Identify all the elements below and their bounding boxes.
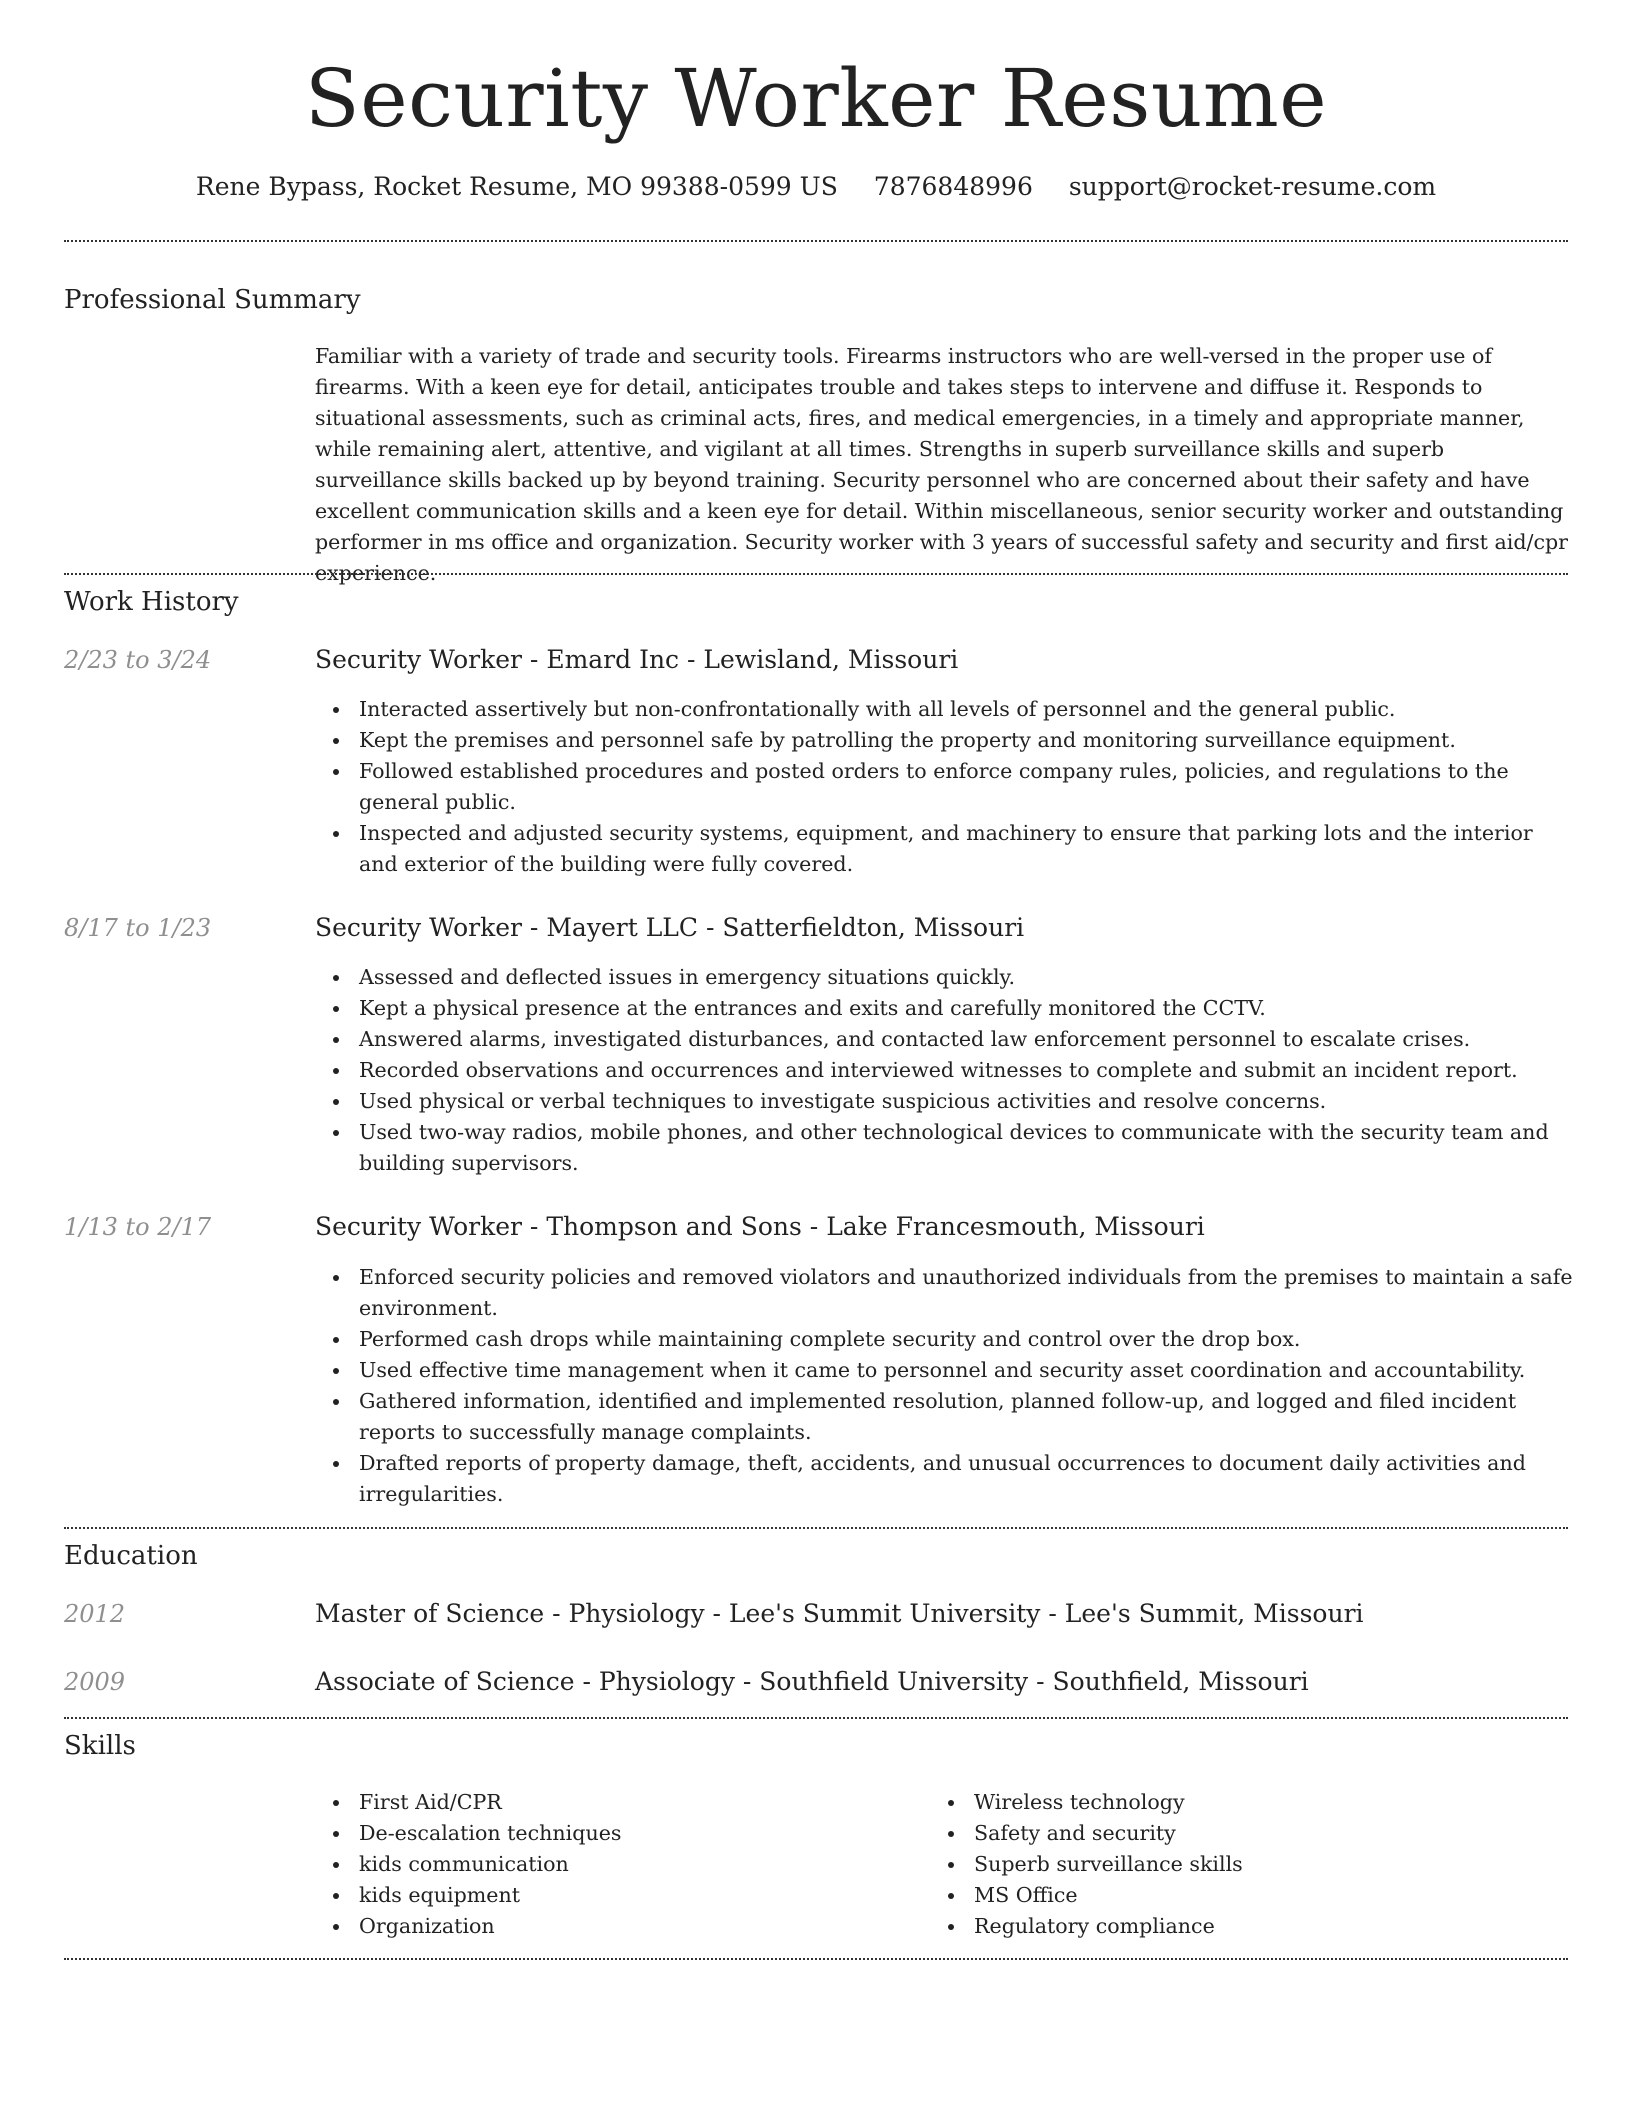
education-year: 2009 [64, 1668, 126, 1696]
contact-line [0, 168, 1632, 206]
list-item: Organization [359, 1911, 621, 1942]
section-divider [64, 573, 1568, 575]
list-item: Wireless technology [974, 1787, 1243, 1818]
skills-list-right [930, 1787, 1243, 1942]
summary-heading: Professional Summary [64, 285, 361, 315]
job-title: Security Worker - Emard Inc - Lewisland, Missouri [315, 645, 959, 674]
section-divider [64, 1958, 1568, 1960]
resume-title: Security Worker Resume [304, 52, 1328, 145]
list-item: kids communication [359, 1849, 621, 1880]
list-item: Performed cash drops while maintaining complete security and control over the drop box. [359, 1324, 1573, 1355]
list-item: Enforced security policies and removed violators and unauthorized individuals from the premises to maintain a safe environment. [359, 1262, 1573, 1324]
section-divider [64, 1527, 1568, 1529]
list-item: Used physical or verbal techniques to investigate suspicious activities and resolve concerns. [359, 1086, 1573, 1117]
list-item: Regulatory compliance [974, 1911, 1243, 1942]
list-item: Superb surveillance skills [974, 1849, 1243, 1880]
education-year: 2012 [64, 1600, 126, 1628]
job-title: Security Worker - Mayert LLC - Satterfieldton, Missouri [315, 913, 1025, 942]
job-bullets [315, 694, 1573, 880]
list-item: De-escalation techniques [359, 1818, 621, 1849]
job-dates: 1/13 to 2/17 [64, 1213, 212, 1241]
work-history-heading: Work History [64, 587, 239, 617]
list-item: Followed established procedures and posted orders to enforce company rules, policies, and regulations to the general public. [359, 756, 1573, 818]
education-title: Master of Science - Physiology - Lee's Summit University - Lee's Summit, Missouri [315, 1599, 1364, 1628]
job-bullets [315, 1262, 1573, 1510]
skills-list-left [315, 1787, 621, 1942]
summary-text: Familiar with a variety of trade and security tools. Firearms instructors who are well-versed in the proper use of firearms. With a keen eye for detail, anticipates trouble and takes steps to intervene and diffuse it. Responds to situational assessments, such as criminal acts, fires, and medical emergencies, in a timely and appropriate manner, while remaining alert, attentive, and vigilant at all times. Strengths in superb surveillance skills and superb surveillance skills backed up by beyond training. Security personnel who are concerned about their safety and have excellent communication skills and a keen eye for detail. Within miscellaneous, senior security worker and outstanding performer in ms office and organization. Security worker with 3 years of successful safety and security and first aid/cpr experience. [315, 344, 1569, 585]
job-bullets [315, 962, 1573, 1179]
list-item: Drafted reports of property damage, theft, accidents, and unusual occurrences to document daily activities and irregularities. [359, 1448, 1573, 1510]
section-divider [64, 240, 1568, 242]
list-item: Kept a physical presence at the entrances and exits and carefully monitored the CCTV. [359, 993, 1573, 1024]
skills-heading: Skills [64, 1731, 136, 1761]
list-item: Answered alarms, investigated disturbances, and contacted law enforcement personnel to escalate crises. [359, 1024, 1573, 1055]
education-title: Associate of Science - Physiology - Southfield University - Southfield, Missouri [315, 1667, 1309, 1696]
job-title: Security Worker - Thompson and Sons - Lake Francesmouth, Missouri [315, 1212, 1205, 1241]
list-item: Inspected and adjusted security systems, equipment, and machinery to ensure that parking lots and the interior and exterior of the building were fully covered. [359, 818, 1573, 880]
list-item: Kept the premises and personnel safe by patrolling the property and monitoring surveillance equipment. [359, 725, 1573, 756]
list-item: Interacted assertively but non-confrontationally with all levels of personnel and the general public. [359, 694, 1573, 725]
list-item: Assessed and deflected issues in emergency situations quickly. [359, 962, 1573, 993]
list-item: Used effective time management when it came to personnel and security asset coordination and accountability. [359, 1355, 1573, 1386]
list-item: Recorded observations and occurrences and interviewed witnesses to complete and submit an incident report. [359, 1055, 1573, 1086]
job-dates: 8/17 to 1/23 [64, 914, 212, 942]
contact-address: Rene Bypass, Rocket Resume, MO 99388-0599 US [195, 172, 838, 201]
list-item: MS Office [974, 1880, 1243, 1911]
contact-email: support@rocket-resume.com [1068, 172, 1437, 201]
job-dates: 2/23 to 3/24 [64, 646, 212, 674]
list-item: Gathered information, identified and implemented resolution, planned follow-up, and logged and filed incident reports to successfully manage complaints. [359, 1386, 1573, 1448]
education-heading: Education [64, 1541, 198, 1571]
list-item: kids equipment [359, 1880, 621, 1911]
contact-phone: 7876848996 [873, 172, 1033, 201]
list-item: Used two-way radios, mobile phones, and other technological devices to communicate with the security team and building supervisors. [359, 1117, 1573, 1179]
list-item: Safety and security [974, 1818, 1243, 1849]
section-divider [64, 1717, 1568, 1719]
list-item: First Aid/CPR [359, 1787, 621, 1818]
